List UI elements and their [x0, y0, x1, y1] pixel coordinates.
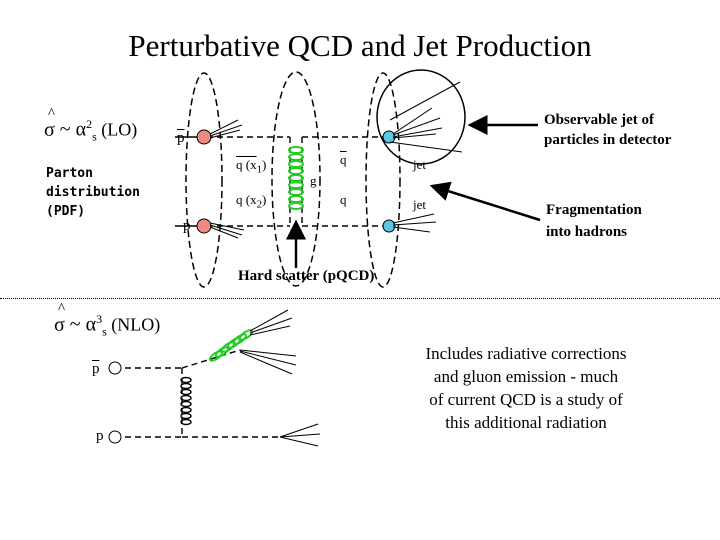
q-x2-label: q $(x_2)$ [236, 192, 267, 211]
gluon-label: g [310, 173, 317, 188]
radiative-note: Includes radiative corrections and gluon emission - much of current QCD is a study of this additional radiation [425, 344, 627, 432]
nlo-pbar-label: $\overline{p}$ [92, 361, 100, 377]
slide-title: Perturbative QCD and Jet Production [128, 28, 592, 63]
pbar-label: $\overline{p}$ [177, 130, 185, 146]
fragmentation-label: Fragmentation into hadrons [546, 202, 642, 240]
nlo-p-blob [109, 431, 121, 443]
fragmentation-arrow [432, 186, 540, 220]
q-out-label: q [340, 192, 347, 207]
nlo-cross-section: ^ σ ~ $\alpha^3_s$ (NLO) [54, 300, 161, 339]
lo-hat: ^ [48, 105, 56, 122]
nlo-p-label: p [96, 428, 104, 444]
p-label: p [183, 218, 191, 234]
observable-jet-circle [377, 70, 465, 164]
pbar-parton-blob [197, 130, 211, 144]
jet-bottom-label: jet [413, 197, 426, 212]
section-separator [0, 298, 720, 299]
pdf-label: Parton distribution (PDF) [46, 166, 140, 219]
gluon-coil [289, 147, 303, 209]
nlo-pbar-blob [109, 362, 121, 374]
pbar-pdf-ellipse [186, 73, 222, 287]
fragmentation-ellipse [366, 73, 400, 287]
observable-jet-label: Observable jet of particles in detector [544, 112, 672, 148]
qbar-x1-label: q $(x_1)$ [236, 157, 267, 176]
hard-scatter-label: Hard scatter (pQCD) [238, 268, 375, 284]
jet-top-label: jet [413, 157, 426, 172]
jet2-parton-blob [383, 220, 395, 232]
lo-cross-section: ^ σ ~ $\alpha^2_s$ (LO) [44, 105, 138, 144]
p-parton-blob [197, 219, 211, 233]
nlo-hat: ^ [58, 300, 66, 317]
qbar-out-label: $\overline{q}$ [340, 152, 347, 167]
